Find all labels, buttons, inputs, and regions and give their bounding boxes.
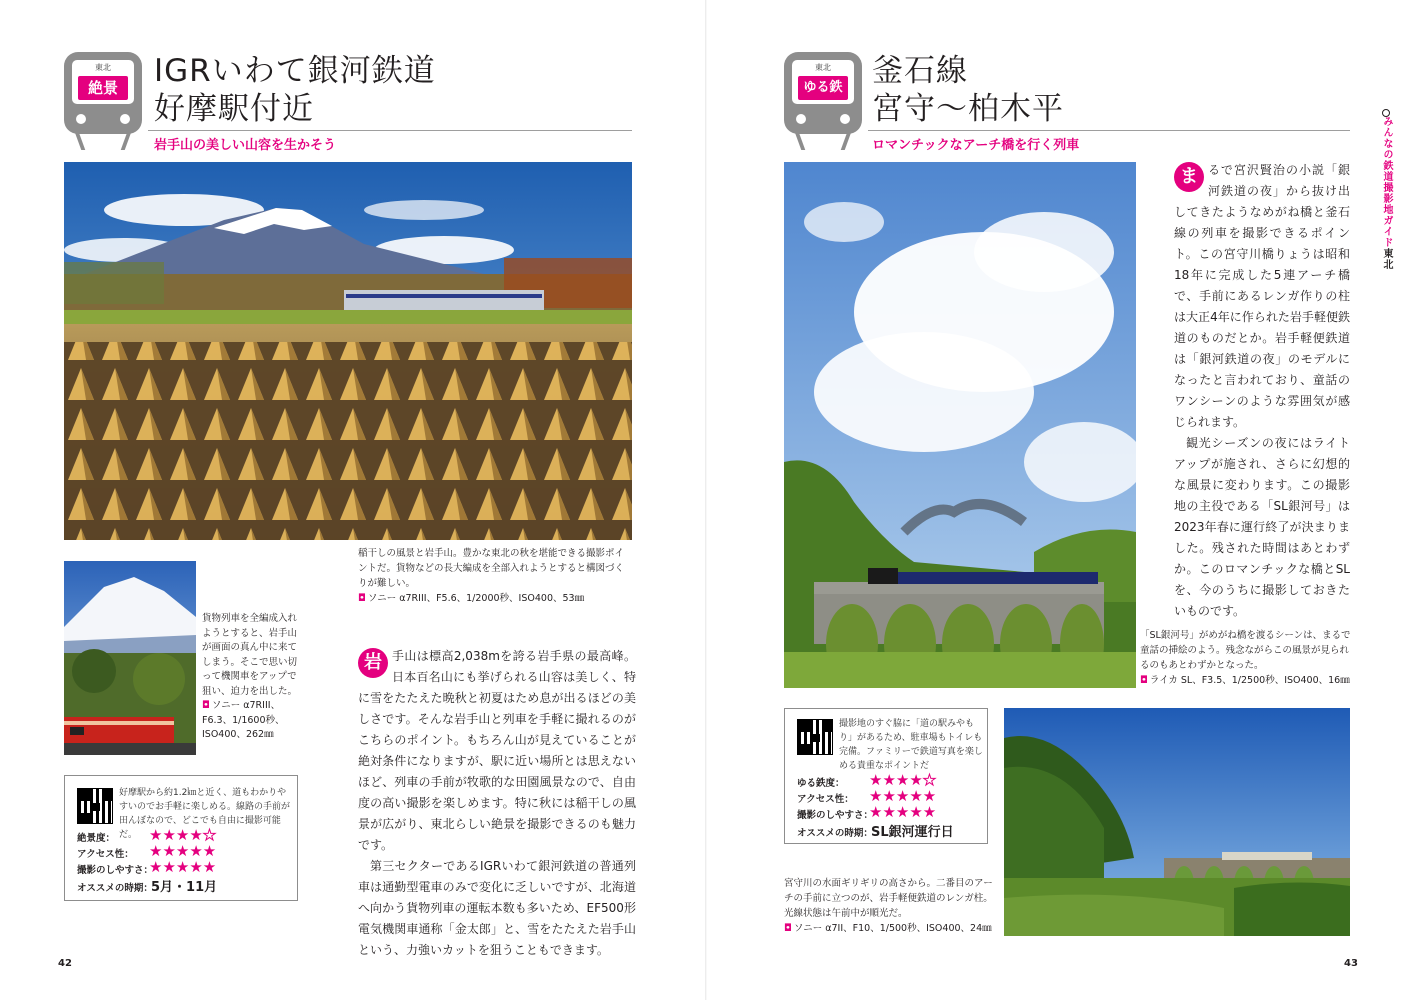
rating-stars-access: ★★★★★ bbox=[149, 842, 217, 860]
rating-stars-access: ★★★★★ bbox=[869, 787, 937, 805]
info-note: 撮影地のすぐ脇に「道の駅みやもり」があるため、駐車場もトイレも完備。ファミリーで鉄道写真を楽しめる貴重なポイントだ bbox=[839, 719, 983, 771]
train-badge bbox=[64, 52, 142, 152]
subtitle: ロマンチックなアーチ橋を行く列車 bbox=[872, 138, 1080, 153]
secondary-photo-caption: 宮守川の水面ギリギリの高さから。二番目のアーチの手前に立つのが、岩手軽便鉄道のレンガ柱。光線状態は午前中が順光だ。 ◘ ソニー α7II、F10、1/500秒、ISO400、24㎜ bbox=[784, 878, 993, 934]
badge-category: 絶景 bbox=[78, 76, 128, 100]
rating-label-season: オススメの時期： bbox=[77, 883, 153, 894]
small-photo bbox=[64, 561, 196, 755]
page-title: 釜石線 宮守～柏木平 bbox=[872, 53, 1064, 127]
side-tab-region: 東北 bbox=[1381, 248, 1392, 270]
rating-stars-scenery: ★★★★★ bbox=[149, 826, 217, 844]
body-text: 岩 手山は標高2,038mを誇る岩手県の最高峰。日本百名山にも挙げられる山容は美しく、特に雪をたたえた晩秋と初夏はため息が出るほどの美しさです。そんな岩手山と列車を手軽に撮れるのがこちらのポイント。もちろん山が見えていることが絶対条件になりますが、駅に近い場所とは思えないほど、列車の手前が牧歌的な田園風景なので、自由度の高い撮影を楽しめます。特に秋には稲干しの風景が広がり、東北らしい絶景を撮影できるのも魅力です。 第三セクターであるIGRいわて銀河鉄道の普通列車は通勤型電車のみで変化に乏しいですが、北海道へ向かう貨物列車の運転本数も多いため、EF500形電気機関車通称「金太郎」と、雪をたたえた岩手山という、力強いカットを狙うこともできます。 bbox=[358, 649, 636, 957]
page-number: 42 bbox=[58, 958, 72, 969]
small-photo-caption: 貨物列車を全編成入れようとすると、岩手山が画面の真ん中に来てしまう。そこで思い切って機関車をアップで狙い、迫力を出した。 ◘ ソニー α7RIII、F6.3、1/1600秒、ISO400、262㎜ bbox=[202, 613, 298, 740]
camera-icon: ◘ bbox=[358, 593, 366, 604]
main-photo bbox=[64, 162, 632, 540]
dropcap: ま bbox=[1174, 162, 1204, 192]
right-page bbox=[706, 0, 1412, 1000]
rating-label-access: アクセス性： bbox=[77, 849, 134, 860]
qr-code[interactable] bbox=[77, 788, 113, 824]
badge-region: 東北 bbox=[95, 63, 111, 72]
season-value: 5月・11月 bbox=[151, 880, 218, 895]
main-photo-caption: 「SL銀河号」がめがね橋を渡るシーンは、まるで童話の挿絵のよう。残念ながらこの風景が見られるのもあとわずかとなった。 ◘ ライカ SL、F3.5、1/2500秒、ISO400、16㎜ bbox=[1140, 630, 1351, 686]
rating-label-season: オススメの時期： bbox=[797, 828, 873, 839]
rating-stars-yurutetsu: ★★★★★ bbox=[869, 771, 937, 789]
badge-region: 東北 bbox=[815, 63, 831, 72]
info-box bbox=[64, 775, 298, 901]
rating-label-scenery: 絶景度： bbox=[77, 833, 116, 844]
info-box bbox=[784, 708, 988, 844]
rating-label-ease: 撮影のしやすさ： bbox=[797, 810, 874, 821]
subtitle: 岩手山の美しい山容を生かそう bbox=[154, 138, 337, 153]
rating-stars-ease: ★★★★★ bbox=[869, 803, 937, 821]
dropcap: 岩 bbox=[358, 648, 388, 678]
rating-label-ease: 撮影のしやすさ： bbox=[77, 865, 154, 876]
camera-icon: ◘ bbox=[202, 700, 210, 711]
side-tab: みんなの鉄道撮影地ガイド東北 bbox=[1381, 116, 1392, 270]
season-value: SL銀河運行日 bbox=[871, 825, 954, 840]
qr-code[interactable] bbox=[797, 719, 833, 755]
secondary-photo bbox=[1004, 708, 1350, 936]
page-number: 43 bbox=[1344, 958, 1358, 969]
page-title: IGRいわて銀河鉄道 好摩駅付近 bbox=[154, 53, 436, 127]
rating-label-yurutetsu: ゆる鉄度： bbox=[797, 778, 845, 789]
rating-label-access: アクセス性： bbox=[797, 794, 854, 805]
main-photo-caption: 稲干しの風景と岩手山。豊かな東北の秋を堪能できる撮影ポイントだ。貨物などの長大編成を全部入れようとすると構図づくりが難しい。 ◘ ソニー α7RIII、F5.6、1/2000秒、ISO400、53㎜ bbox=[358, 548, 625, 604]
camera-icon: ◘ bbox=[784, 923, 792, 934]
badge-category: ゆる鉄 bbox=[798, 76, 848, 100]
train-badge bbox=[784, 52, 862, 152]
main-photo bbox=[784, 162, 1136, 688]
rating-stars-ease: ★★★★★ bbox=[149, 858, 217, 876]
camera-icon: ◘ bbox=[1140, 675, 1148, 686]
body-text: ま るで宮沢賢治の小説「銀河鉄道の夜」から抜け出してきたようなめがね橋と釜石線の列車を撮影できるポイント。この宮守川橋りょうは昭和18年に完成した5連アーチ橋で、手前にあるレンガ作りの柱は大正4年に作られた岩手軽便鉄道のものだとか。岩手軽便鉄道は「銀河鉄道の夜」のモデルになったと言われており、童話のワンシーンのような雰囲気が感じられます。 観光シーズンの夜にはライトアップが施され、さらに幻想的な風景に変わります。この撮影地の主役である「SL銀河号」は2023年春に運行終了が決まりました。残された時間はあとわずか。このロマンチックな橋とSLを、今のうちに撮影しておきたいものです。 bbox=[1174, 163, 1350, 618]
title-rule bbox=[148, 130, 632, 131]
info-note: 好摩駅から約1.2㎞と近く、道もわかりやすいのでお手軽に楽しめる。線路の手前が田んぼなので、どこでも自由に撮影可能だ。 bbox=[119, 788, 291, 840]
title-rule bbox=[868, 130, 1350, 131]
